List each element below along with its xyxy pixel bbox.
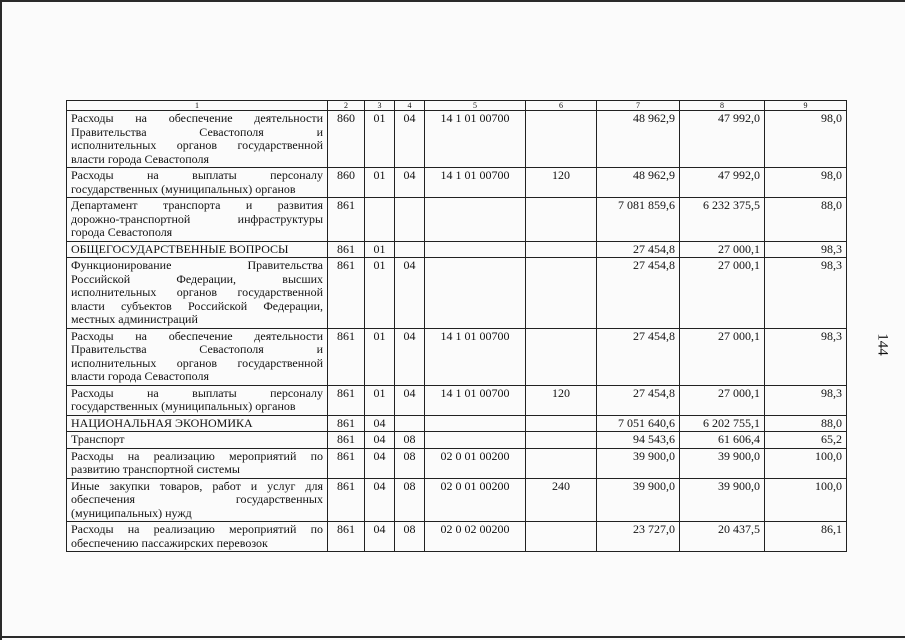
subsection-code	[395, 415, 425, 432]
target-article-code	[425, 432, 526, 449]
ministry-code: 861	[328, 415, 365, 432]
subsection-code: 04	[395, 258, 425, 329]
execution-percent: 98,3	[765, 385, 847, 415]
execution-percent: 98,0	[765, 111, 847, 168]
description-line: власти города Севастополя	[71, 151, 210, 166]
column-number: 1	[67, 101, 328, 111]
table-row	[67, 241, 847, 258]
description-line: обеспечению пассажирских перевозок	[71, 535, 268, 550]
subsection-code: 04	[395, 328, 425, 385]
planned-amount: 27 454,8	[597, 385, 680, 415]
planned-amount: 23 727,0	[597, 522, 680, 552]
budget-table-body	[67, 101, 847, 552]
target-article-code: 14 1 01 00700	[425, 385, 526, 415]
planned-amount: 27 454,8	[597, 258, 680, 329]
column-number: 2	[328, 101, 365, 111]
subsection-code: 08	[395, 522, 425, 552]
executed-amount: 27 000,1	[680, 385, 765, 415]
expense-type-code: 120	[526, 385, 597, 415]
section-code: 01	[365, 258, 395, 329]
expense-type-code	[526, 241, 597, 258]
executed-amount: 39 900,0	[680, 448, 765, 478]
expense-type-code: 120	[526, 168, 597, 198]
execution-percent: 100,0	[765, 448, 847, 478]
executed-amount: 61 606,4	[680, 432, 765, 449]
table-row	[67, 478, 847, 522]
description-line: исполнительных органов государственной	[71, 355, 323, 370]
budget-table	[66, 100, 847, 552]
target-article-code: 02 0 01 00200	[425, 448, 526, 478]
expense-description	[67, 241, 328, 258]
scan-border-left	[0, 0, 2, 640]
description-line: Транспорт	[71, 432, 125, 446]
description-line: (муниципальных) нужд	[71, 505, 192, 520]
ministry-code: 861	[328, 258, 365, 329]
target-article-code: 02 0 01 00200	[425, 478, 526, 522]
ministry-code: 860	[328, 111, 365, 168]
column-number: 4	[395, 101, 425, 111]
planned-amount: 94 543,6	[597, 432, 680, 449]
subsection-code: 04	[395, 168, 425, 198]
executed-amount: 27 000,1	[680, 258, 765, 329]
description-line: власти города Севастополя	[71, 369, 210, 383]
expense-description	[67, 415, 328, 432]
table-row	[67, 168, 847, 198]
description-line: НАЦИОНАЛЬНАЯ ЭКОНОМИКА	[71, 415, 253, 430]
description-line: государственных (муниципальных) органов	[71, 181, 296, 196]
target-article-code	[425, 415, 526, 432]
table-row	[67, 385, 847, 415]
executed-amount: 27 000,1	[680, 328, 765, 385]
execution-percent: 86,1	[765, 522, 847, 552]
column-number: 8	[680, 101, 765, 111]
subsection-code: 04	[395, 385, 425, 415]
executed-amount: 20 437,5	[680, 522, 765, 552]
column-number: 7	[597, 101, 680, 111]
description-line: Расходы на выплаты персоналу	[71, 385, 323, 400]
section-code: 04	[365, 478, 395, 522]
table-row	[67, 328, 847, 385]
description-line: власти субъектов Российской Федерации,	[71, 298, 323, 313]
planned-amount: 48 962,9	[597, 111, 680, 168]
ministry-code: 861	[328, 432, 365, 449]
section-code: 04	[365, 432, 395, 449]
subsection-code: 08	[395, 432, 425, 449]
executed-amount: 47 992,0	[680, 168, 765, 198]
target-article-code	[425, 241, 526, 258]
column-number-row	[67, 101, 847, 111]
expense-type-code	[526, 328, 597, 385]
description-line: дорожно-транспортной инфраструктуры	[71, 211, 323, 226]
description-line: Департамент транспорта и развития	[71, 198, 323, 212]
expense-description	[67, 432, 328, 449]
planned-amount: 7 081 859,6	[597, 198, 680, 242]
ministry-code: 860	[328, 168, 365, 198]
subsection-code: 08	[395, 478, 425, 522]
column-number: 3	[365, 101, 395, 111]
description-line: города Севастополя	[71, 225, 173, 239]
description-line: Расходы на обеспечение деятельности	[71, 111, 323, 125]
column-number: 9	[765, 101, 847, 111]
subsection-code	[395, 198, 425, 242]
expense-description	[67, 258, 328, 329]
description-line: Правительства Севастополя и	[71, 342, 323, 356]
ministry-code: 861	[328, 478, 365, 522]
section-code: 04	[365, 415, 395, 432]
expense-description	[67, 198, 328, 242]
description-line: Расходы на обеспечение деятельности	[71, 328, 323, 343]
ministry-code: 861	[328, 522, 365, 552]
expense-description	[67, 328, 328, 385]
subsection-code: 08	[395, 448, 425, 478]
expense-type-code	[526, 258, 597, 329]
page-number: 144	[874, 333, 891, 356]
description-line: местных администраций	[71, 312, 198, 326]
expense-description	[67, 522, 328, 552]
description-line: обеспечения государственных	[71, 492, 323, 506]
planned-amount: 39 900,0	[597, 478, 680, 522]
executed-amount: 6 232 375,5	[680, 198, 765, 242]
description-line: Расходы на реализацию мероприятий по	[71, 522, 323, 536]
subsection-code	[395, 241, 425, 258]
table-row	[67, 198, 847, 242]
planned-amount: 48 962,9	[597, 168, 680, 198]
executed-amount: 6 202 755,1	[680, 415, 765, 432]
column-number: 6	[526, 101, 597, 111]
planned-amount: 7 051 640,6	[597, 415, 680, 432]
description-line: Правительства Севастополя и	[71, 124, 323, 139]
description-line: государственных (муниципальных) органов	[71, 399, 296, 413]
target-article-code: 02 0 02 00200	[425, 522, 526, 552]
expense-type-code	[526, 432, 597, 449]
execution-percent: 100,0	[765, 478, 847, 522]
expense-description	[67, 478, 328, 522]
column-number: 5	[425, 101, 526, 111]
execution-percent: 65,2	[765, 432, 847, 449]
expense-description	[67, 385, 328, 415]
table-row	[67, 522, 847, 552]
ministry-code: 861	[328, 328, 365, 385]
target-article-code: 14 1 01 00700	[425, 111, 526, 168]
subsection-code: 04	[395, 111, 425, 168]
description-line: Российской Федерации, высших	[71, 271, 323, 286]
description-line: исполнительных органов государственной	[71, 285, 323, 299]
execution-percent: 98,3	[765, 328, 847, 385]
section-code	[365, 198, 395, 242]
section-code: 01	[365, 328, 395, 385]
executed-amount: 27 000,1	[680, 241, 765, 258]
execution-percent: 98,3	[765, 241, 847, 258]
section-code: 01	[365, 111, 395, 168]
section-code: 04	[365, 522, 395, 552]
expense-type-code	[526, 111, 597, 168]
description-line: развитию транспортной системы	[71, 462, 240, 476]
table-row	[67, 432, 847, 449]
table-row	[67, 111, 847, 168]
description-line: ОБЩЕГОСУДАРСТВЕННЫЕ ВОПРОСЫ	[71, 241, 289, 256]
ministry-code: 861	[328, 241, 365, 258]
target-article-code: 14 1 01 00700	[425, 168, 526, 198]
execution-percent: 98,3	[765, 258, 847, 329]
table-row	[67, 448, 847, 478]
description-line: Расходы на выплаты персоналу	[71, 168, 323, 182]
section-code: 01	[365, 241, 395, 258]
description-line: Функционирование Правительства	[71, 258, 323, 272]
execution-percent: 88,0	[765, 198, 847, 242]
section-code: 01	[365, 385, 395, 415]
planned-amount: 27 454,8	[597, 241, 680, 258]
expense-type-code	[526, 522, 597, 552]
ministry-code: 861	[328, 198, 365, 242]
ministry-code: 861	[328, 448, 365, 478]
expense-type-code	[526, 448, 597, 478]
planned-amount: 27 454,8	[597, 328, 680, 385]
description-line: исполнительных органов государственной	[71, 138, 323, 152]
scan-border-bottom	[0, 636, 905, 638]
expense-description	[67, 448, 328, 478]
target-article-code: 14 1 01 00700	[425, 328, 526, 385]
description-line: Иные закупки товаров, работ и услуг для	[71, 478, 323, 493]
execution-percent: 98,0	[765, 168, 847, 198]
description-line: Расходы на реализацию мероприятий по	[71, 448, 323, 463]
target-article-code	[425, 198, 526, 242]
table-row	[67, 415, 847, 432]
table-row	[67, 258, 847, 329]
expense-type-code	[526, 198, 597, 242]
executed-amount: 39 900,0	[680, 478, 765, 522]
ministry-code: 861	[328, 385, 365, 415]
executed-amount: 47 992,0	[680, 111, 765, 168]
planned-amount: 39 900,0	[597, 448, 680, 478]
section-code: 04	[365, 448, 395, 478]
expense-type-code	[526, 415, 597, 432]
scan-border-top	[0, 0, 905, 2]
expense-description	[67, 168, 328, 198]
execution-percent: 88,0	[765, 415, 847, 432]
section-code: 01	[365, 168, 395, 198]
expense-type-code: 240	[526, 478, 597, 522]
expense-description	[67, 111, 328, 168]
target-article-code	[425, 258, 526, 329]
